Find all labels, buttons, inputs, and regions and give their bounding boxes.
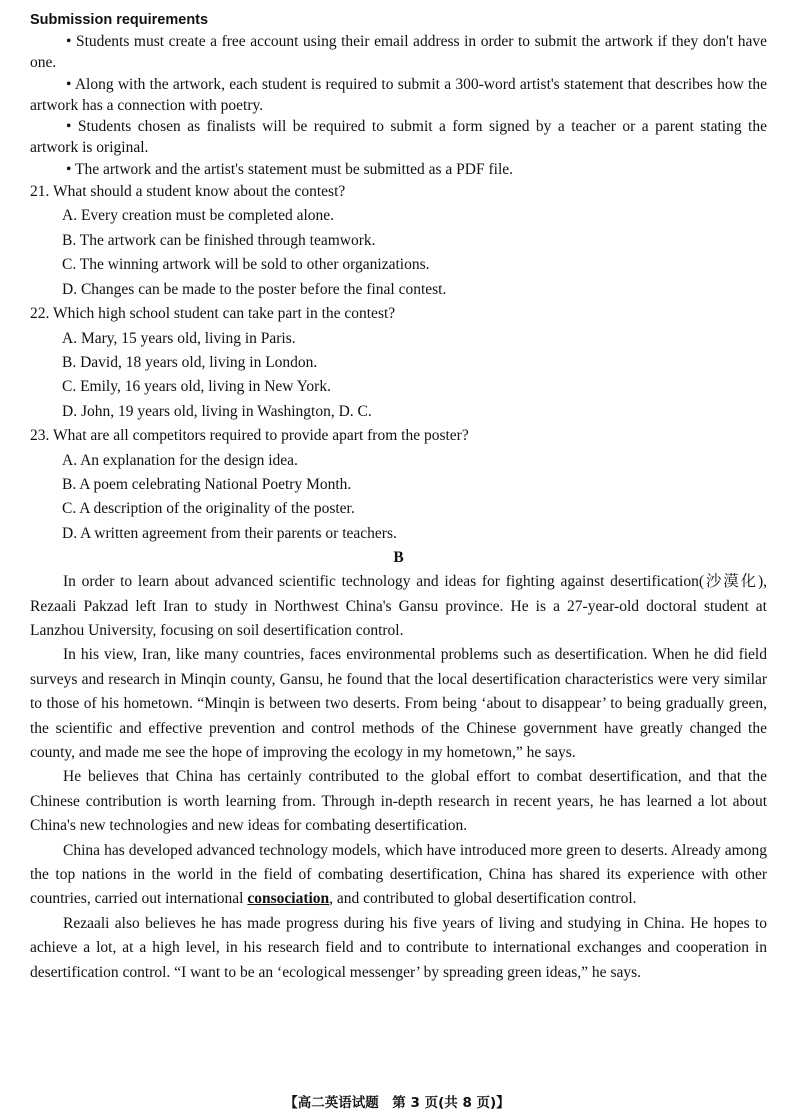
exam-page bbox=[30, 10, 767, 985]
option-c: C. A description of the originality of the poster. bbox=[62, 500, 355, 518]
passage-label: B bbox=[393, 549, 404, 567]
question-22 bbox=[30, 302, 767, 424]
option-b: B. The artwork can be finished through teamwork. bbox=[62, 231, 376, 249]
page-footer: 【高二英语试题 第 3 页(共 8 页)】 bbox=[284, 1095, 510, 1111]
passage-paragraph: He believes that China has certainly contributed to the global effort to combat desertification, and that the Chinese contribution is worth learning from. Through in-depth research in recent years, he has learned a lot about China's new technologies and new ideas for combating desertification. bbox=[30, 768, 767, 835]
question-21 bbox=[30, 180, 767, 302]
question-stem: 22. Which high school student can take part in the contest? bbox=[30, 305, 396, 323]
passage-paragraph: In order to learn about advanced scientific technology and ideas for fighting against desertification(沙漠化), Rezaali Pakzad left Iran to study in Northwest China's Gansu province. He is a 27-year-old doctoral student at Lanzhou University, focusing on soil desertification control. bbox=[30, 573, 767, 639]
option-a: A. An explanation for the design idea. bbox=[62, 451, 298, 469]
underlined-word: consociation bbox=[247, 890, 330, 908]
passage-paragraph bbox=[30, 839, 767, 912]
option-b: B. David, 18 years old, living in London. bbox=[62, 353, 318, 371]
paragraph-text: , and contributed to global desertification control. bbox=[329, 890, 637, 908]
submission-heading: Submission requirements bbox=[30, 12, 209, 28]
passage-paragraph: Rezaali also believes he has made progress during his five years of living and studying in China. He hopes to achieve a lot, at a high level, in his research field and to contribute to international exchanges and cooperation in desertification control. “I want to be an ‘ecological messenger’ by spreading green ideas,” he says. bbox=[30, 914, 767, 981]
option-b: B. A poem celebrating National Poetry Month. bbox=[62, 475, 352, 493]
option-c: C. The winning artwork will be sold to other organizations. bbox=[62, 256, 430, 274]
passage-paragraph: In his view, Iran, like many countries, faces environmental problems such as desertification. When he did field surveys and research in Minqin county, Gansu, he found that the local desertification characteristics were very similar to those of his hometown. “Minqin is between two deserts. From being ‘about to disappear’ to being gradually green, the scientific and effective prevention and control methods of the Chinese government have greatly changed the county, and made me see the hope of improving the ecology in my hometown,” he says. bbox=[30, 646, 767, 762]
option-c: C. Emily, 16 years old, living in New York. bbox=[62, 378, 331, 396]
option-a: A. Mary, 15 years old, living in Paris. bbox=[62, 329, 296, 347]
paragraph-text: China has developed advanced technology models, which have introduced more green to deserts. Already among the top nations in the world in the field of combating desertification, China has shared its experience with other countries, carried out international bbox=[30, 841, 767, 908]
option-a: A. Every creation must be completed alone. bbox=[62, 207, 335, 225]
option-d: D. Changes can be made to the poster before the final contest. bbox=[62, 280, 447, 298]
submission-bullet: • Along with the artwork, each student is required to submit a 300-word artist's statement that describes how the artwork has a connection with poetry. bbox=[30, 75, 767, 114]
submission-bullet: • The artwork and the artist's statement must be submitted as a PDF file. bbox=[66, 160, 514, 178]
question-stem: 23. What are all competitors required to provide apart from the poster? bbox=[30, 427, 469, 445]
submission-bullet: • Students must create a free account using their email address in order to submit the artwork if they don't have one. bbox=[30, 33, 767, 72]
option-d: D. John, 19 years old, living in Washington, D. C. bbox=[62, 402, 372, 420]
option-d: D. A written agreement from their parents or teachers. bbox=[62, 524, 397, 542]
question-23 bbox=[30, 424, 767, 546]
submission-bullet: • Students chosen as finalists will be required to submit a form signed by a teacher or a parent stating the artwork is original. bbox=[30, 118, 767, 157]
question-stem: 21. What should a student know about the contest? bbox=[30, 183, 346, 201]
